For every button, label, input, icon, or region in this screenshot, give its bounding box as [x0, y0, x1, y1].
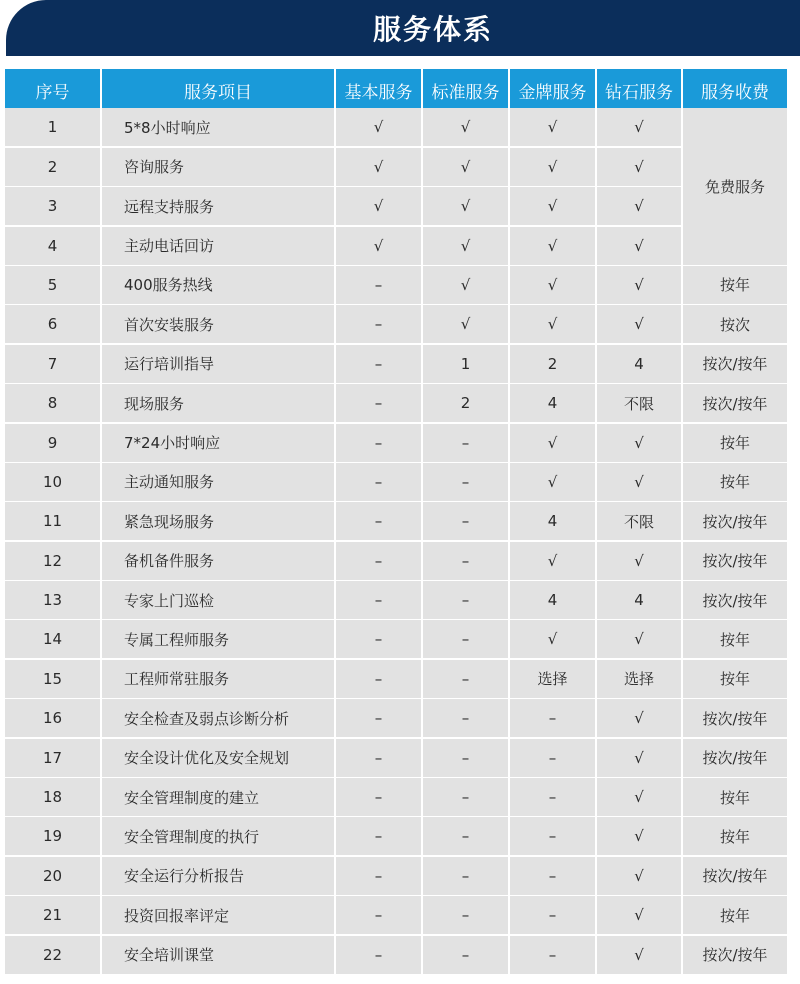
- cell-no: 3: [5, 187, 100, 225]
- cell-standard: –: [423, 502, 508, 540]
- cell-basic: √: [336, 187, 421, 225]
- cell-gold: √: [510, 108, 595, 146]
- cell-gold: –: [510, 699, 595, 737]
- cell-diamond: √: [597, 699, 681, 737]
- cell-fee: 按次/按年: [683, 739, 787, 777]
- header-fee: 服务收费: [683, 69, 787, 111]
- cell-basic: –: [336, 778, 421, 816]
- cell-item: 安全运行分析报告: [102, 857, 334, 895]
- cell-no: 18: [5, 778, 100, 816]
- header-diamond: 钻石服务: [597, 69, 681, 111]
- cell-standard: √: [423, 108, 508, 146]
- merged-fee-cell: 免费服务: [683, 108, 787, 264]
- cell-no: 7: [5, 345, 100, 383]
- cell-standard: –: [423, 581, 508, 619]
- header-basic: 基本服务: [336, 69, 421, 111]
- cell-fee: 按年: [683, 660, 787, 698]
- cell-gold: √: [510, 542, 595, 580]
- cell-standard: –: [423, 660, 508, 698]
- cell-basic: –: [336, 305, 421, 343]
- cell-gold: –: [510, 778, 595, 816]
- cell-item: 专属工程师服务: [102, 620, 334, 658]
- header-no: 序号: [5, 69, 100, 111]
- cell-diamond: √: [597, 148, 681, 186]
- cell-item: 远程支持服务: [102, 187, 334, 225]
- cell-standard: 2: [423, 384, 508, 422]
- cell-basic: –: [336, 817, 421, 855]
- cell-basic: –: [336, 699, 421, 737]
- cell-no: 2: [5, 148, 100, 186]
- cell-no: 11: [5, 502, 100, 540]
- cell-item: 紧急现场服务: [102, 502, 334, 540]
- cell-no: 17: [5, 739, 100, 777]
- page-title: 服务体系: [372, 13, 493, 46]
- header-gold: 金牌服务: [510, 69, 595, 111]
- cell-basic: –: [336, 424, 421, 462]
- cell-standard: 1: [423, 345, 508, 383]
- cell-standard: √: [423, 148, 508, 186]
- cell-standard: –: [423, 817, 508, 855]
- cell-gold: –: [510, 739, 595, 777]
- cell-basic: –: [336, 896, 421, 934]
- cell-no: 8: [5, 384, 100, 422]
- cell-no: 1: [5, 108, 100, 146]
- cell-item: 安全培训课堂: [102, 936, 334, 974]
- cell-no: 9: [5, 424, 100, 462]
- header-standard: 标准服务: [423, 69, 508, 111]
- cell-item: 7*24小时响应: [102, 424, 334, 462]
- cell-standard: –: [423, 778, 508, 816]
- cell-standard: √: [423, 227, 508, 265]
- cell-standard: –: [423, 463, 508, 501]
- cell-fee: 按次/按年: [683, 936, 787, 974]
- cell-basic: –: [336, 384, 421, 422]
- cell-diamond: √: [597, 305, 681, 343]
- cell-item: 咨询服务: [102, 148, 334, 186]
- cell-item: 安全管理制度的建立: [102, 778, 334, 816]
- cell-item: 专家上门巡检: [102, 581, 334, 619]
- cell-item: 备机备件服务: [102, 542, 334, 580]
- cell-item: 主动电话回访: [102, 227, 334, 265]
- cell-no: 14: [5, 620, 100, 658]
- cell-standard: –: [423, 542, 508, 580]
- cell-fee: 按次/按年: [683, 581, 787, 619]
- cell-diamond: √: [597, 227, 681, 265]
- cell-no: 15: [5, 660, 100, 698]
- cell-no: 20: [5, 857, 100, 895]
- cell-gold: –: [510, 936, 595, 974]
- cell-item: 安全检查及弱点诊断分析: [102, 699, 334, 737]
- cell-fee: 按次/按年: [683, 345, 787, 383]
- cell-basic: –: [336, 266, 421, 304]
- header-item: 服务项目: [102, 69, 334, 111]
- cell-basic: –: [336, 620, 421, 658]
- cell-diamond: 不限: [597, 502, 681, 540]
- title-banner: [6, 0, 800, 56]
- cell-basic: –: [336, 542, 421, 580]
- cell-gold: √: [510, 266, 595, 304]
- cell-diamond: √: [597, 896, 681, 934]
- cell-standard: –: [423, 620, 508, 658]
- cell-diamond: √: [597, 266, 681, 304]
- cell-item: 投资回报率评定: [102, 896, 334, 934]
- cell-diamond: √: [597, 108, 681, 146]
- cell-basic: √: [336, 148, 421, 186]
- cell-item: 5*8小时响应: [102, 108, 334, 146]
- cell-basic: –: [336, 463, 421, 501]
- cell-diamond: 选择: [597, 660, 681, 698]
- cell-item: 工程师常驻服务: [102, 660, 334, 698]
- cell-standard: –: [423, 739, 508, 777]
- cell-fee: 按年: [683, 778, 787, 816]
- cell-fee: 按次/按年: [683, 699, 787, 737]
- cell-basic: –: [336, 739, 421, 777]
- cell-gold: 选择: [510, 660, 595, 698]
- cell-diamond: √: [597, 778, 681, 816]
- cell-basic: –: [336, 660, 421, 698]
- cell-basic: –: [336, 502, 421, 540]
- cell-fee: 按次: [683, 305, 787, 343]
- cell-fee: 按年: [683, 463, 787, 501]
- cell-no: 21: [5, 896, 100, 934]
- cell-diamond: √: [597, 620, 681, 658]
- cell-diamond: √: [597, 739, 681, 777]
- cell-item: 运行培训指导: [102, 345, 334, 383]
- cell-fee: 按次/按年: [683, 384, 787, 422]
- cell-gold: –: [510, 896, 595, 934]
- cell-diamond: √: [597, 187, 681, 225]
- cell-gold: √: [510, 424, 595, 462]
- cell-diamond: √: [597, 857, 681, 895]
- cell-standard: √: [423, 266, 508, 304]
- cell-diamond: √: [597, 817, 681, 855]
- cell-gold: √: [510, 148, 595, 186]
- cell-no: 19: [5, 817, 100, 855]
- cell-diamond: √: [597, 936, 681, 974]
- cell-diamond: 不限: [597, 384, 681, 422]
- cell-standard: √: [423, 187, 508, 225]
- cell-basic: –: [336, 857, 421, 895]
- cell-item: 安全设计优化及安全规划: [102, 739, 334, 777]
- service-table: [5, 69, 796, 974]
- cell-item: 主动通知服务: [102, 463, 334, 501]
- cell-item: 现场服务: [102, 384, 334, 422]
- cell-no: 12: [5, 542, 100, 580]
- cell-gold: √: [510, 620, 595, 658]
- cell-fee: 按次/按年: [683, 857, 787, 895]
- cell-basic: –: [336, 581, 421, 619]
- cell-standard: √: [423, 305, 508, 343]
- cell-item: 安全管理制度的执行: [102, 817, 334, 855]
- cell-item: 首次安装服务: [102, 305, 334, 343]
- cell-no: 6: [5, 305, 100, 343]
- cell-no: 4: [5, 227, 100, 265]
- cell-gold: √: [510, 305, 595, 343]
- cell-gold: –: [510, 857, 595, 895]
- cell-no: 22: [5, 936, 100, 974]
- cell-fee: 按年: [683, 896, 787, 934]
- cell-standard: –: [423, 936, 508, 974]
- cell-fee: 按年: [683, 266, 787, 304]
- cell-standard: –: [423, 896, 508, 934]
- cell-fee: 按次/按年: [683, 542, 787, 580]
- cell-gold: 2: [510, 345, 595, 383]
- cell-gold: √: [510, 463, 595, 501]
- cell-gold: 4: [510, 384, 595, 422]
- cell-gold: √: [510, 227, 595, 265]
- cell-no: 5: [5, 266, 100, 304]
- cell-standard: –: [423, 857, 508, 895]
- cell-standard: –: [423, 424, 508, 462]
- cell-gold: 4: [510, 581, 595, 619]
- cell-gold: 4: [510, 502, 595, 540]
- cell-basic: √: [336, 108, 421, 146]
- cell-fee: 按年: [683, 620, 787, 658]
- cell-gold: –: [510, 817, 595, 855]
- cell-diamond: √: [597, 542, 681, 580]
- cell-basic: √: [336, 227, 421, 265]
- cell-fee: 按年: [683, 424, 787, 462]
- cell-fee: 按年: [683, 817, 787, 855]
- cell-gold: √: [510, 187, 595, 225]
- cell-fee: 按次/按年: [683, 502, 787, 540]
- cell-diamond: √: [597, 463, 681, 501]
- cell-standard: –: [423, 699, 508, 737]
- cell-no: 16: [5, 699, 100, 737]
- cell-diamond: 4: [597, 345, 681, 383]
- cell-basic: –: [336, 936, 421, 974]
- cell-item: 400服务热线: [102, 266, 334, 304]
- cell-no: 10: [5, 463, 100, 501]
- cell-no: 13: [5, 581, 100, 619]
- cell-diamond: √: [597, 424, 681, 462]
- cell-basic: –: [336, 345, 421, 383]
- cell-diamond: 4: [597, 581, 681, 619]
